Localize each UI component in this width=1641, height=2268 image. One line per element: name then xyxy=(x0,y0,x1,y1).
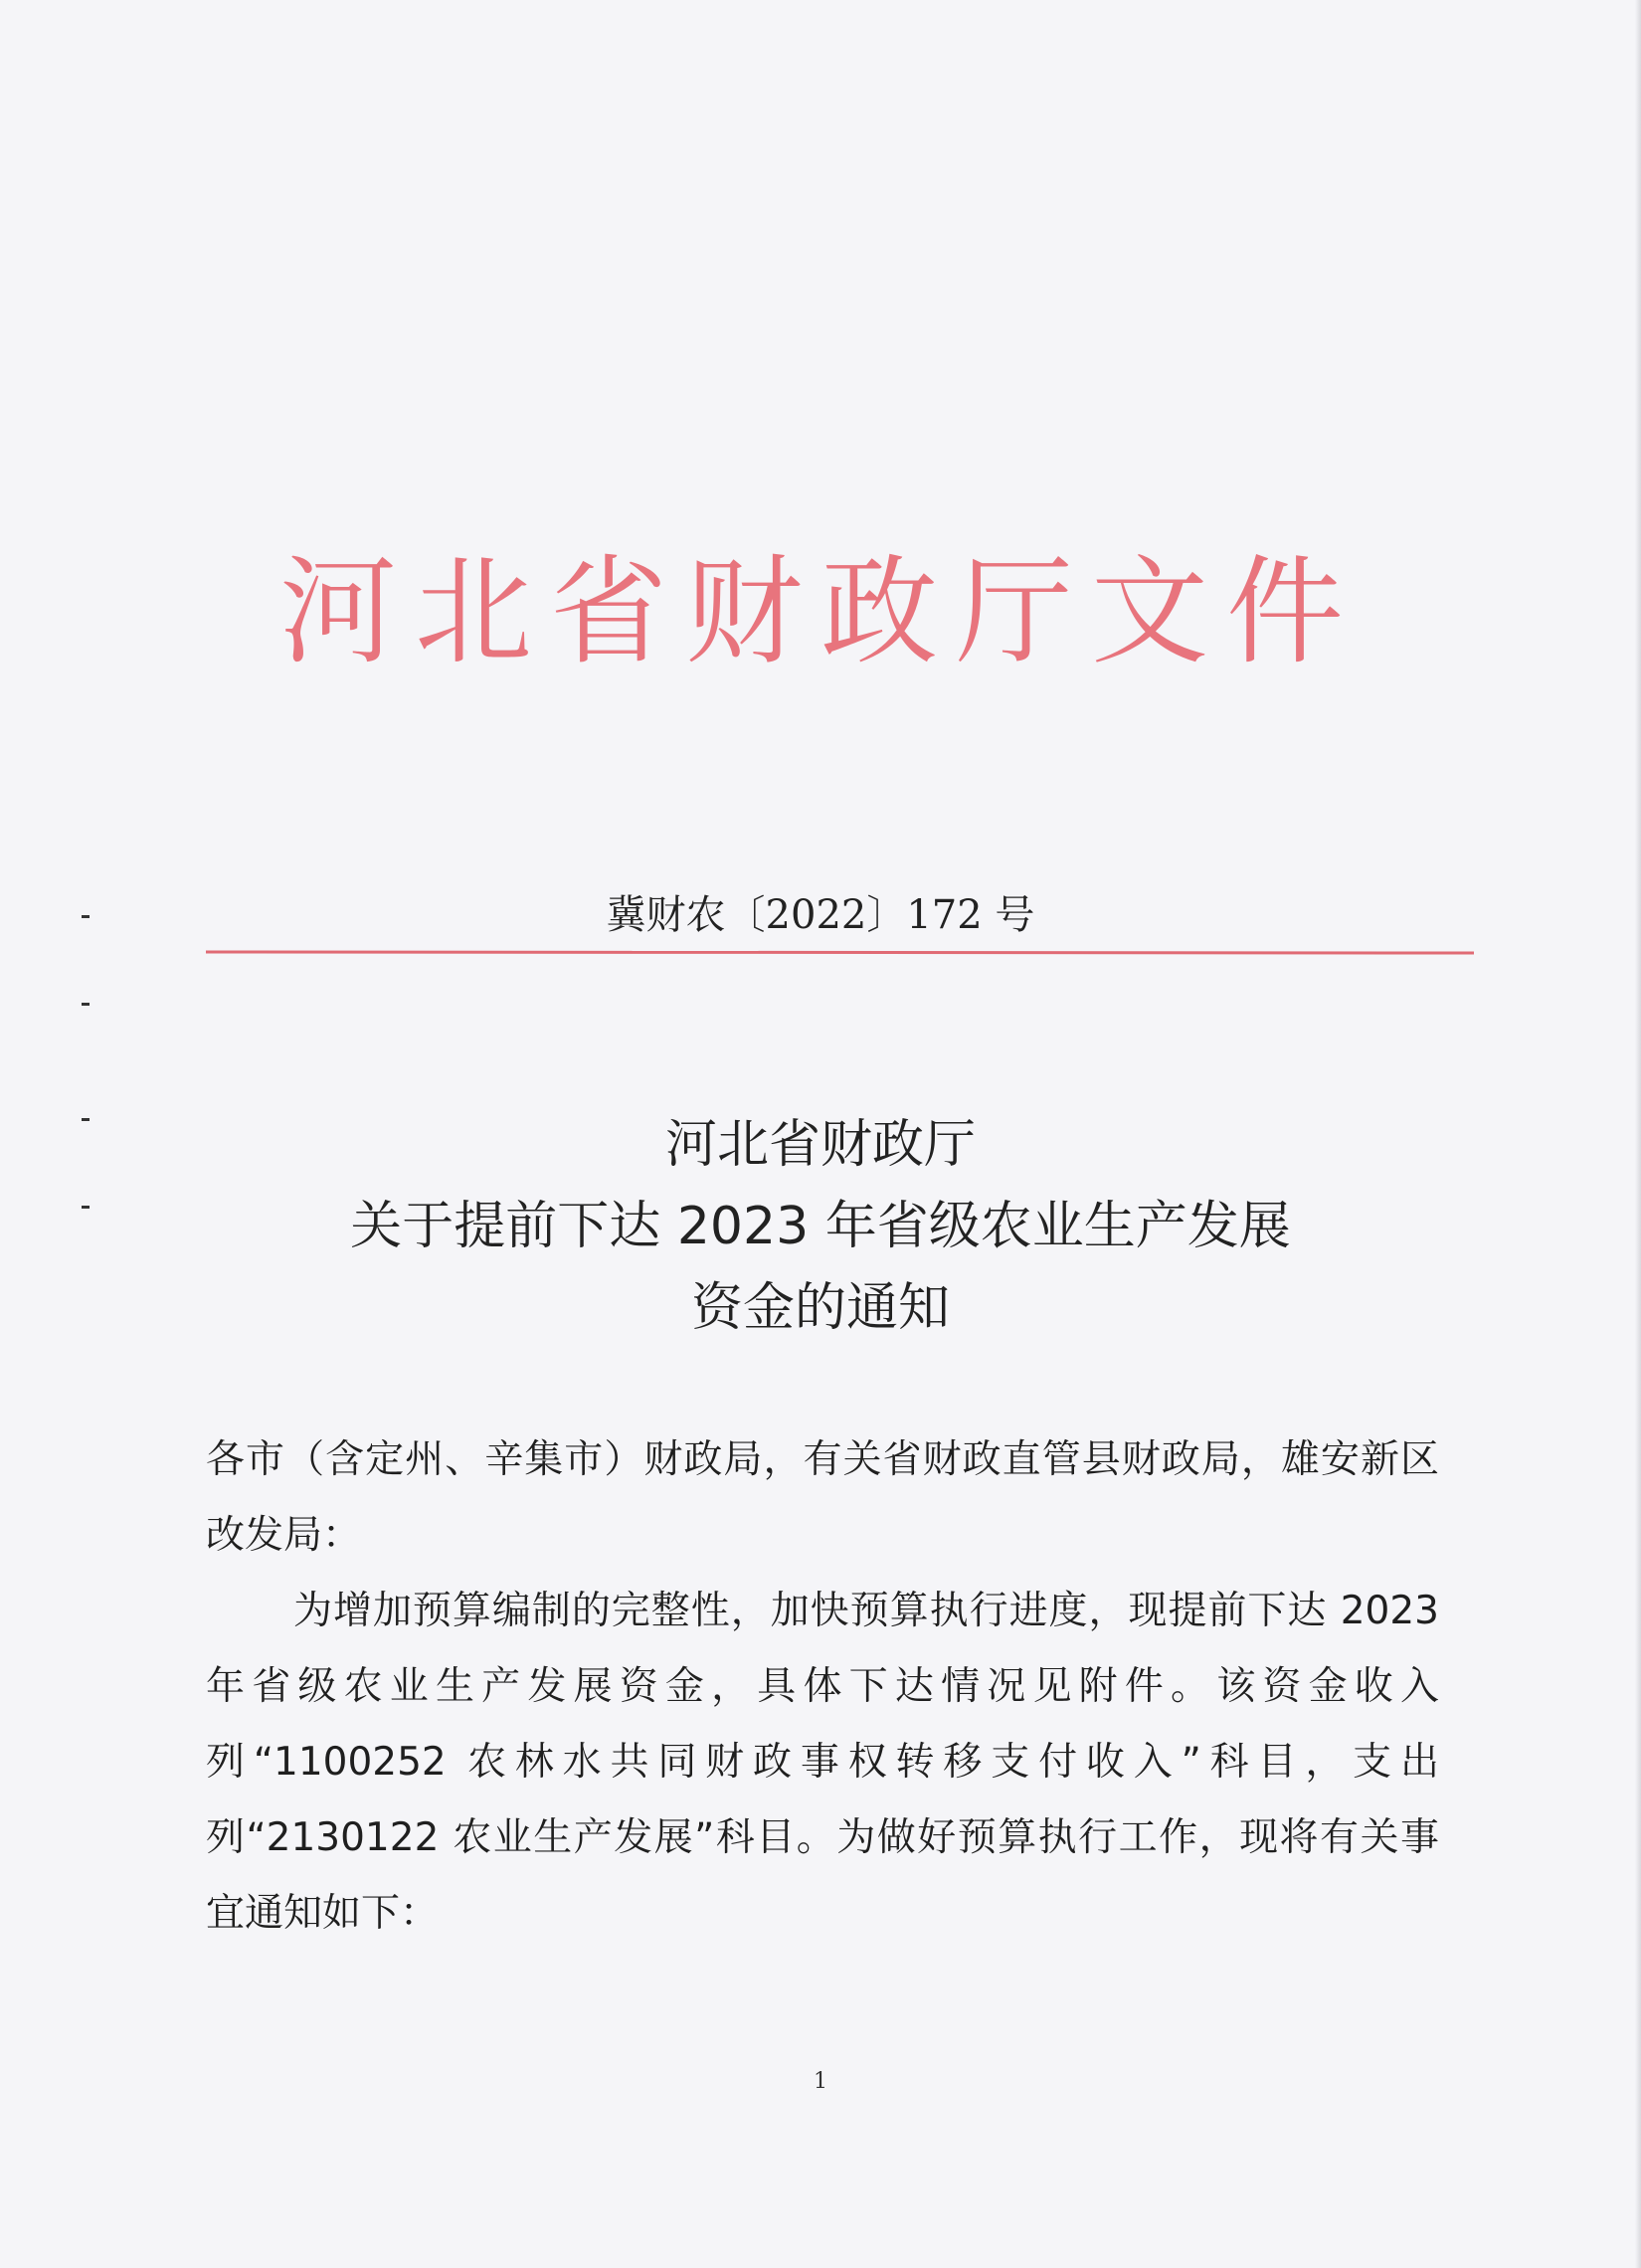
notice-body xyxy=(206,1422,1439,1952)
binding-hole-mark xyxy=(82,915,90,918)
page-number: 1 xyxy=(814,2069,827,2094)
salutation: 各市（含定州、辛集市）财政局，有关省财政直管县财政局，雄安新区改发局： xyxy=(206,1437,1439,1558)
document-number: 冀财农〔2022〕172 号 xyxy=(606,892,1035,938)
body-paragraph: 为增加预算编制的完整性，加快预算执行进度，现提前下达 2023 年省级农业生产发展资金，具体下达情况见附件。该资金收入列“1100252 农林水共同财政事权转移支付收入”科目，支出列“2130122 农业生产发展”科目。为做好预算执行工作，现将有关事宜通知如下： xyxy=(206,1589,1439,1936)
binding-hole-mark xyxy=(82,1118,90,1121)
binding-hole-mark xyxy=(82,1206,90,1209)
notice-title-line-1: 河北省财政厅 xyxy=(664,1115,976,1175)
scan-edge-shadow xyxy=(1635,0,1641,2268)
notice-title xyxy=(0,1104,1641,1349)
binding-hole-mark xyxy=(82,1003,90,1006)
issuing-authority-title: 河北省财政厅文件 xyxy=(278,543,1362,680)
notice-title-line-2: 关于提前下达 2023 年省级农业生产发展 xyxy=(350,1197,1291,1256)
notice-title-line-3: 资金的通知 xyxy=(690,1278,950,1338)
red-divider-line xyxy=(206,950,1474,954)
